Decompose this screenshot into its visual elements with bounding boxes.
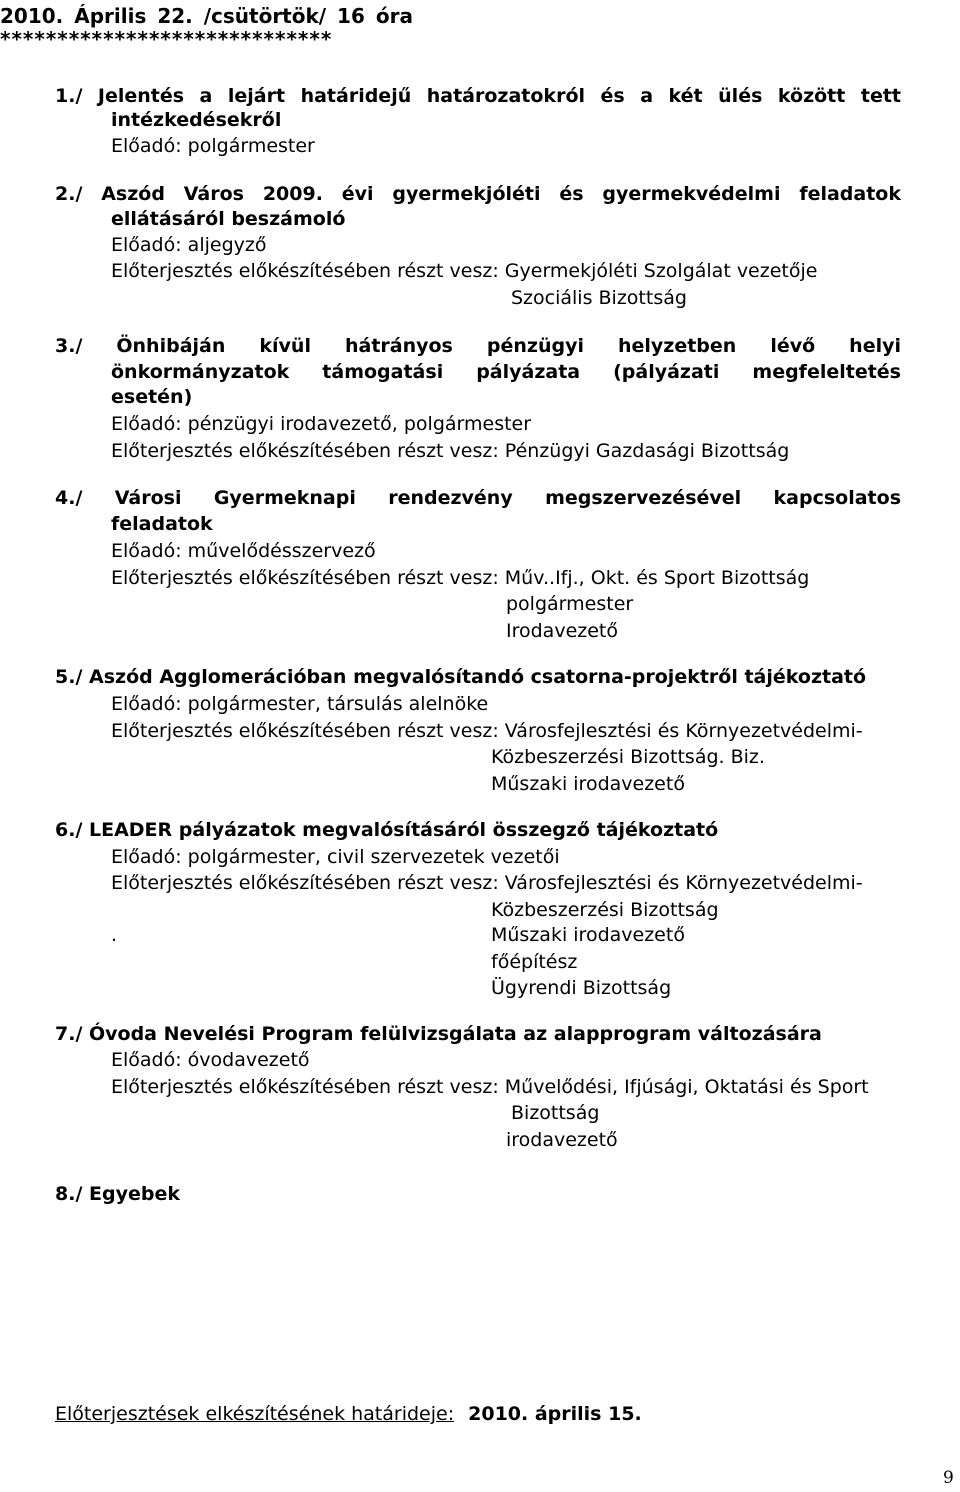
agenda-item-6-procedural-committee: Ügyrendi Bizottság xyxy=(491,977,672,999)
agenda-item-6-committee: Közbeszerzési Bizottság xyxy=(491,899,719,921)
deadline-line xyxy=(55,1402,642,1426)
agenda-item-4-presenter: Előadó: művelődésszervező xyxy=(111,540,376,562)
agenda-item-5-technical-head: Műszaki irodavezető xyxy=(491,773,685,795)
agenda-item-3-title-line-3: esetén) xyxy=(111,386,193,408)
agenda-item-2-participants: Előterjesztés előkészítésében részt vesz: Gyermekjóléti Szolgálat vezetője xyxy=(111,260,818,282)
agenda-item-1-title-line-1: 1./ Jelentés a lejárt határidejű határozatokról és a két ülés között tett xyxy=(55,85,901,107)
agenda-item-5-title: 5./ Aszód Agglomerációban megvalósítandó csatorna-projektről tájékoztató xyxy=(55,666,867,688)
agenda-item-6-participants: Előterjesztés előkészítésében részt vesz: Városfejlesztési és Környezetvédelmi- xyxy=(111,872,863,894)
agenda-item-7-presenter: Előadó: óvodavezető xyxy=(111,1049,310,1071)
agenda-item-4-title-line-1: 4./ Városi Gyermeknapi rendezvény megszervezésével kapcsolatos xyxy=(55,487,901,509)
agenda-item-2-committee: Szociális Bizottság xyxy=(511,287,687,309)
page-number: 9 xyxy=(943,1468,954,1488)
header-stars: ***************************** xyxy=(0,27,333,51)
agenda-item-4-participants: Előterjesztés előkészítésében részt vesz: Műv..Ifj., Okt. és Sport Bizottság xyxy=(111,567,810,589)
agenda-item-7-office-head: irodavezető xyxy=(506,1129,618,1151)
agenda-item-3-title-line-2: önkormányzatok támogatási pályázata (pályázati megfeleltetés xyxy=(111,361,901,383)
agenda-item-8-title: 8./ Egyebek xyxy=(55,1183,180,1205)
agenda-item-5-committee: Közbeszerzési Bizottság. Biz. xyxy=(491,746,765,768)
agenda-item-4-mayor: polgármester xyxy=(506,593,634,615)
agenda-item-7-participants: Előterjesztés előkészítésében részt vesz: Művelődési, Ifjúsági, Oktatási és Sport xyxy=(111,1076,869,1098)
agenda-item-2-title-line-1: 2./ Aszód Város 2009. évi gyermekjóléti és gyermekvédelmi feladatok xyxy=(55,183,901,205)
agenda-item-4-title-line-2: feladatok xyxy=(111,513,213,535)
agenda-item-6-presenter: Előadó: polgármester, civil szervezetek vezetői xyxy=(111,846,560,868)
agenda-item-6-title: 6./ LEADER pályázatok megvalósításáról összegző tájékoztató xyxy=(55,819,719,841)
agenda-item-7-committee: Bizottság xyxy=(511,1102,600,1124)
deadline-value: 2010. április 15. xyxy=(468,1403,642,1425)
deadline-label: Előterjesztések elkészítésének határideje: xyxy=(55,1403,455,1425)
agenda-item-1-title-line-2: intézkedésekről xyxy=(111,109,282,131)
agenda-item-5-participants: Előterjesztés előkészítésében részt vesz: Városfejlesztési és Környezetvédelmi- xyxy=(111,720,863,742)
agenda-item-3-presenter: Előadó: pénzügyi irodavezető, polgármester xyxy=(111,413,532,435)
agenda-item-1-presenter: Előadó: polgármester xyxy=(111,135,315,157)
agenda-item-2-presenter: Előadó: aljegyző xyxy=(111,234,267,256)
agenda-item-7-title: 7./ Óvoda Nevelési Program felülvizsgálata az alapprogram változására xyxy=(55,1023,822,1045)
agenda-item-2-title-line-2: ellátásáról beszámoló xyxy=(111,208,346,230)
agenda-item-3-title-line-1: 3./ Önhibáján kívül hátrányos pénzügyi helyzetben lévő helyi xyxy=(55,335,901,357)
agenda-item-4-office-head: Irodavezető xyxy=(506,620,618,642)
agenda-item-6-technical-head: Műszaki irodavezető xyxy=(491,924,685,946)
agenda-item-3-participants: Előterjesztés előkészítésében részt vesz: Pénzügyi Gazdasági Bizottság xyxy=(111,440,790,462)
agenda-item-6-dot: . xyxy=(111,924,118,946)
agenda-item-6-chief-architect: főépítész xyxy=(491,951,578,973)
agenda-item-5-presenter: Előadó: polgármester, társulás alelnöke xyxy=(111,693,489,715)
header-date: 2010. Április 22. /csütörtök/ 16 óra xyxy=(0,4,413,28)
